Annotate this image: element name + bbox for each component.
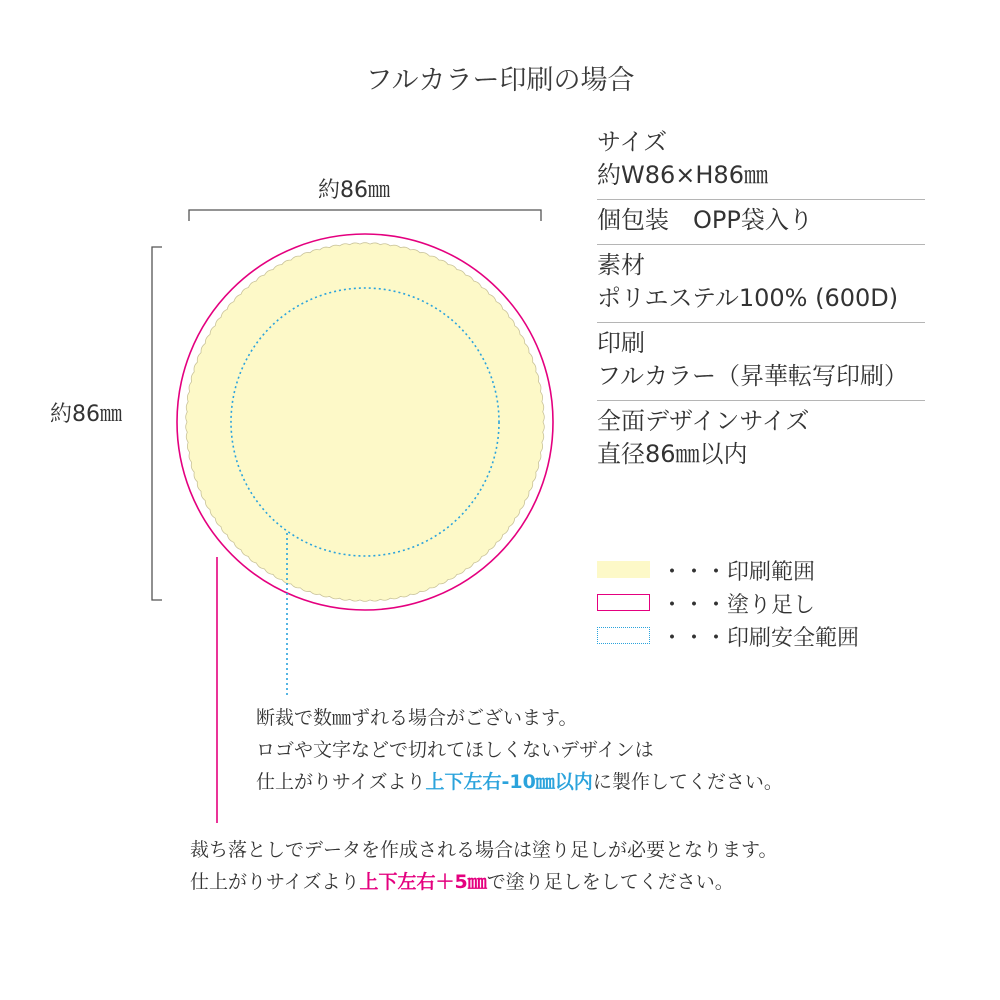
bleed-swatch (597, 594, 650, 611)
safe-note-line2: ロゴや文字などで切れてほしくないデザインは (256, 739, 654, 761)
print-area-circle (186, 243, 545, 602)
page-title: フルカラー印刷の場合 (365, 65, 635, 96)
bleed-note-highlight: 上下左右＋5㎜ (359, 871, 487, 893)
spec-row-size (597, 122, 925, 200)
spec-row-packaging (597, 200, 925, 245)
safe-area-note (256, 702, 783, 798)
spec-size-label: サイズ (597, 128, 668, 156)
bleed-note (190, 834, 777, 898)
safe-note-line1: 断裁で数㎜ずれる場合がございます。 (256, 707, 578, 729)
height-dimension-line (152, 247, 162, 600)
spec-list (597, 122, 925, 478)
width-label: 約86㎜ (318, 178, 390, 203)
bleed-note-line2-before: 仕上がりサイズより (190, 871, 360, 893)
safe-note-line3 (256, 766, 783, 798)
width-dimension-line (189, 210, 541, 221)
legend-safe-area (597, 623, 897, 653)
safe-area-swatch (597, 627, 650, 644)
spec-packaging-value: 個包装 OPP袋入り (597, 206, 813, 234)
spec-printing-label: 印刷 (597, 329, 645, 357)
spec-design-size-value: 直径86㎜以内 (597, 440, 748, 468)
spec-size-value: 約W86×H86㎜ (597, 161, 768, 189)
safe-note-line3-before: 仕上がりサイズより (256, 771, 426, 793)
legend-print-area (597, 557, 897, 587)
legend-bleed (597, 590, 897, 620)
legend-safe-area-label: ・・・印刷安全範囲 (661, 626, 860, 651)
bleed-note-line2-after: で塗り足しをしてください。 (486, 871, 734, 893)
legend-bleed-label: ・・・塗り足し (661, 593, 816, 618)
legend-print-area-label: ・・・印刷範囲 (661, 560, 816, 585)
safe-note-line3-after: に製作してください。 (592, 771, 783, 793)
spec-row-material (597, 245, 925, 323)
spec-row-printing (597, 323, 925, 401)
spec-material-label: 素材 (597, 251, 645, 279)
spec-row-design-size (597, 401, 925, 478)
bleed-note-line2 (190, 866, 777, 898)
spec-material-value: ポリエステル100% (600D) (597, 284, 899, 312)
print-area-swatch (597, 561, 650, 578)
height-label: 約86㎜ (50, 402, 122, 427)
bleed-note-line1: 裁ち落としでデータを作成される場合は塗り足しが必要となります。 (190, 839, 778, 861)
safe-note-highlight: 上下左右-10㎜以内 (425, 771, 593, 793)
spec-design-size-label: 全面デザインサイズ (597, 407, 810, 435)
spec-printing-value: フルカラー（昇華転写印刷） (597, 362, 909, 390)
